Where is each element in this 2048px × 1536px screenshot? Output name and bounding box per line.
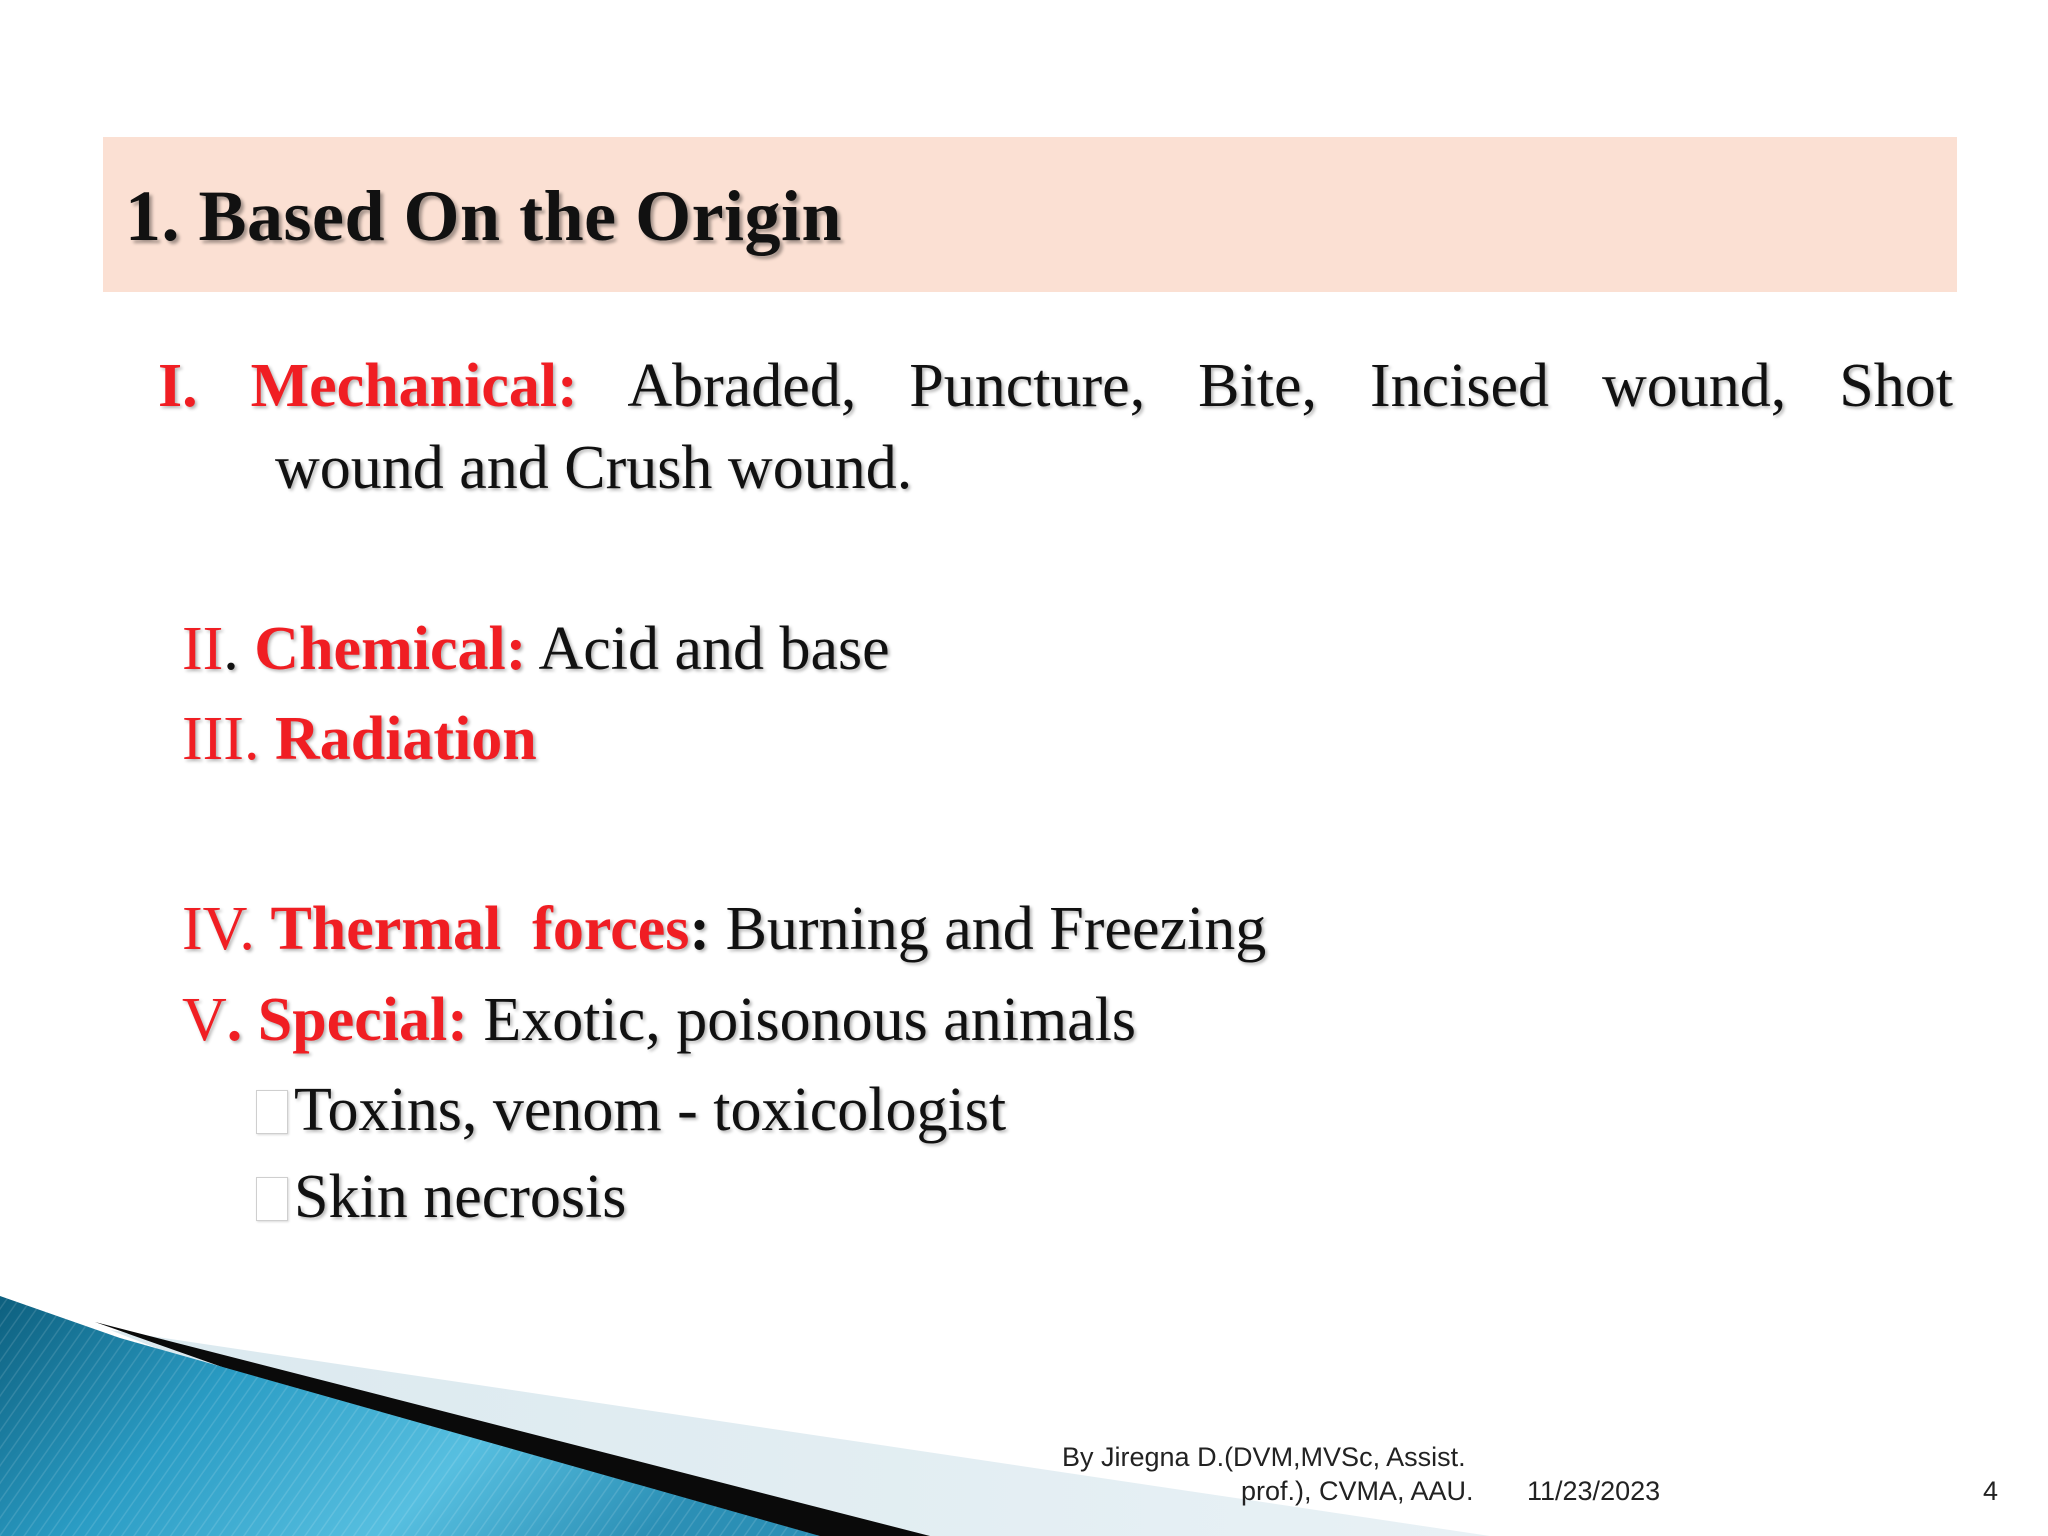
subitem-toxins-text: Toxins, venom - toxicologist <box>294 1076 1007 1144</box>
chemical-dot: . <box>223 615 239 683</box>
special-numeral: V <box>182 986 227 1054</box>
mechanical-text-1: Abraded, Puncture, Bite, Incised wound, Shot <box>627 352 1953 420</box>
footer-date: 11/23/2023 <box>1527 1476 1661 1506</box>
mechanical-numeral: I. <box>158 352 198 420</box>
thermal-label: Thermal forces <box>270 895 690 963</box>
mechanical-label: Mechanical: <box>250 352 578 420</box>
special-text: Exotic, poisonous animals <box>483 986 1137 1054</box>
mechanical-line-2: wound and Crush wound. <box>275 434 913 502</box>
chemical-label: Chemical: <box>254 615 527 683</box>
radiation-numeral: III. <box>182 705 260 773</box>
chemical-numeral: II <box>182 615 224 683</box>
page-number: 4 <box>1983 1476 1999 1506</box>
thermal-text: Burning and Freezing <box>725 895 1267 963</box>
subitem-skin-text: Skin necrosis <box>294 1163 627 1231</box>
special-label: . Special: <box>226 986 468 1054</box>
footer-author-line-1: By Jiregna D.(DVM,MVSc, Assist. <box>1062 1442 1466 1472</box>
radiation-label: Radiation <box>274 705 537 773</box>
thermal-colon: : <box>689 895 711 963</box>
chemical-text: Acid and base <box>538 615 890 683</box>
thermal-numeral: IV. <box>182 895 255 963</box>
footer-author-line-2: prof.), CVMA, AAU. <box>1241 1476 1474 1506</box>
slide-title: 1. Based On the Origin <box>125 176 843 256</box>
